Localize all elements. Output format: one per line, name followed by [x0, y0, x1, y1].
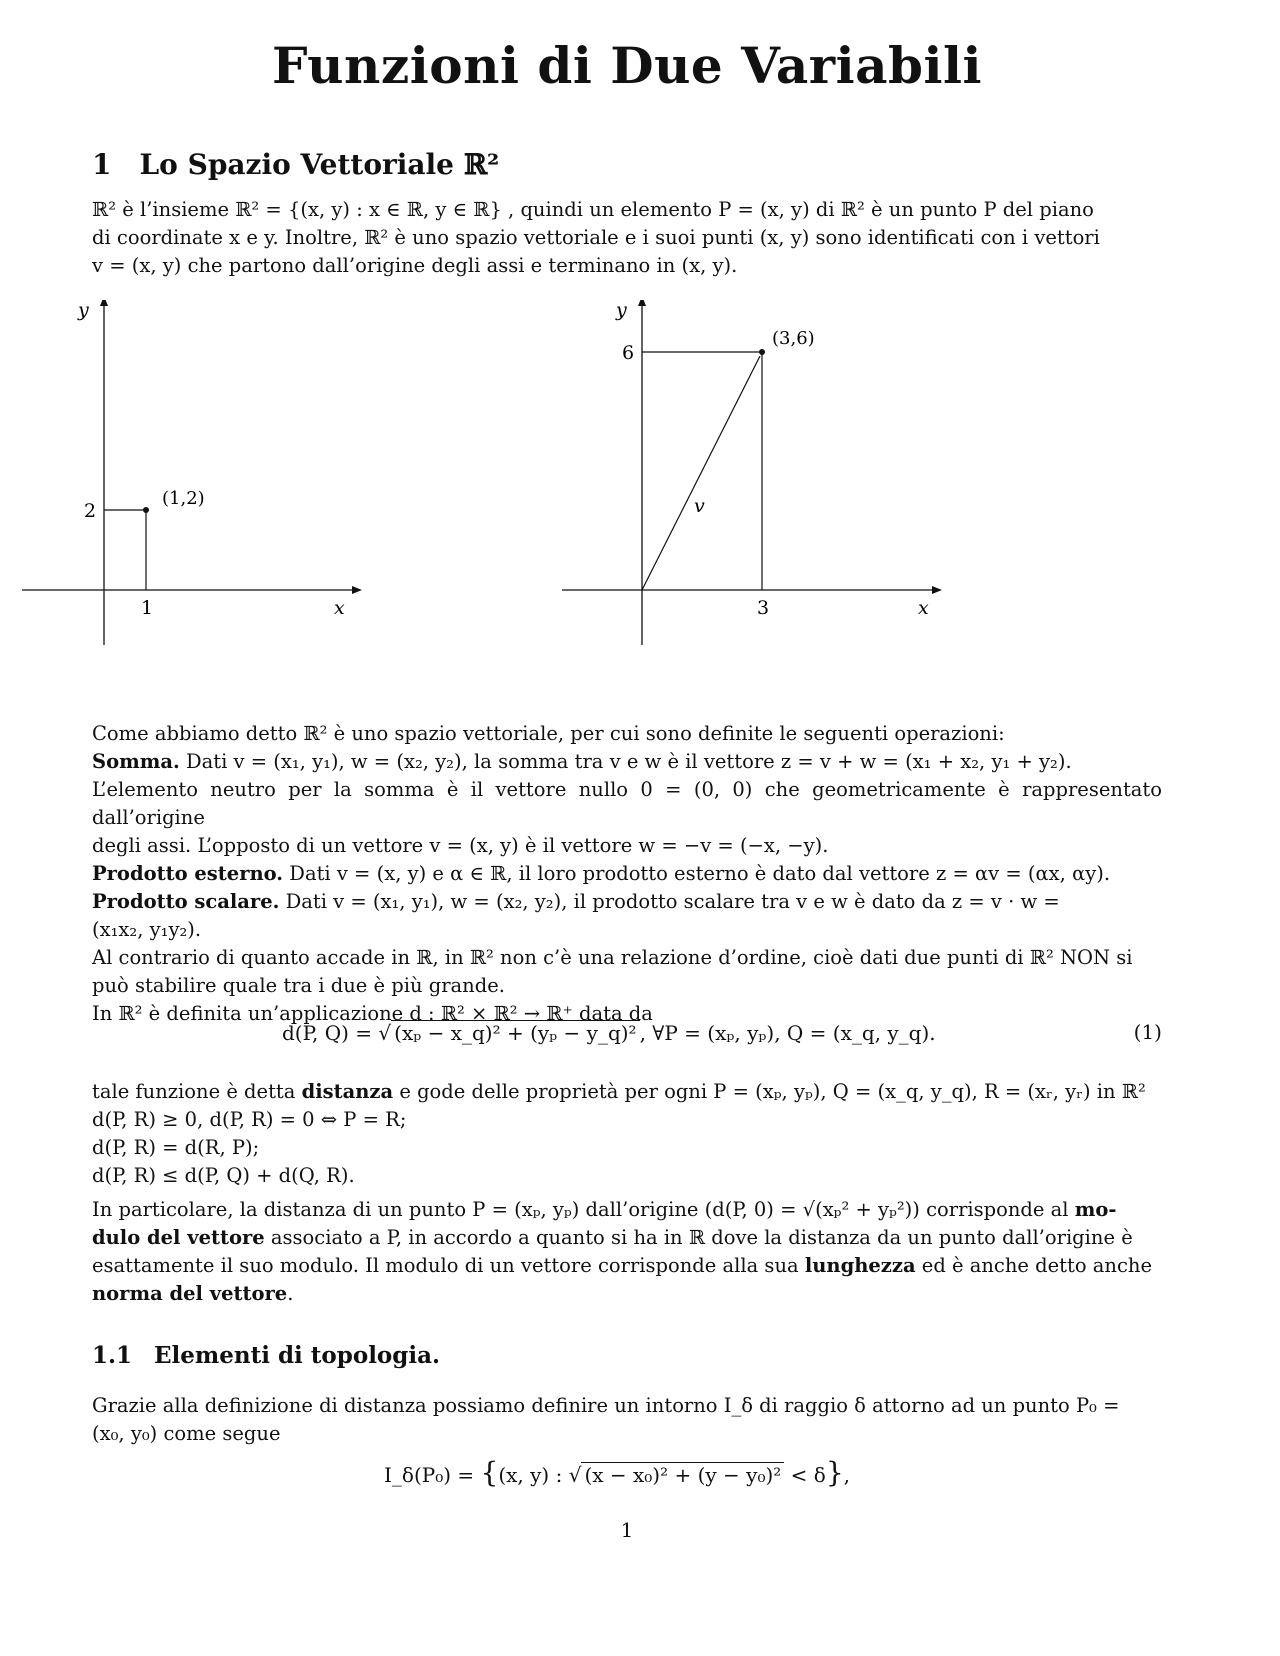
x-tick-label: 1 [141, 597, 154, 619]
x-arrow [352, 586, 362, 594]
subsection-title: Elementi di topologia. [154, 1342, 440, 1369]
text-line: d(P, R) ≥ 0, d(P, R) = 0 ⇔ P = R; [92, 1108, 407, 1131]
text-line: Somma. Dati v = (x₁, y₁), w = (x₂, y₂), la somma tra v e w è il vettore z = v + w = (x₁ + x₂, y₁ + y₂). [92, 750, 1072, 773]
text-line: degli assi. L’opposto di un vettore v = (x, y) è il vettore w = −v = (−x, −y). [92, 834, 829, 857]
text-line: L’elemento neutro per la somma è il vettore nullo 0 = (0, 0) che geometricamente è rappresentato dall’origine [92, 778, 1162, 829]
sqrt-radicand: (x − x₀)² + (y − y₀)² [581, 1462, 784, 1487]
text-line: tale funzione è detta distanza e gode delle proprietà per ogni P = (xₚ, yₚ), Q = (x_q, y_q), R = (xᵣ, yᵣ) in ℝ² [92, 1080, 1146, 1103]
text-line: (x₁x₂, y₁y₂). [92, 918, 202, 941]
text-line: In particolare, la distanza di un punto P = (xₚ, yₚ) dall’origine (d(P, 0) = √(xₚ² + yₚ²)) corrisponde al mo- [92, 1198, 1117, 1221]
text-line: esattamente il suo modulo. Il modulo di un vettore corrisponde alla sua lunghezza ed è anche detto anche [92, 1254, 1152, 1277]
vector-label: v [694, 495, 705, 517]
x-label: x [918, 597, 929, 619]
y-arrow [638, 300, 646, 306]
modulo-paragraph [92, 1196, 1162, 1308]
x-tick-label: 3 [757, 597, 770, 619]
section-heading [92, 148, 499, 181]
text-line: Come abbiamo detto ℝ² è uno spazio vettoriale, per cui sono definite le seguenti operazioni: [92, 722, 1005, 745]
text-line: dulo del vettore associato a P, in accordo a quanto si ha in ℝ dove la distanza da un punto dall’origine è [92, 1226, 1133, 1249]
sqrt-radicand: (xₚ − x_q)² + (yₚ − y_q)² [391, 1020, 639, 1045]
text-line: (x₀, y₀) come segue [92, 1422, 281, 1445]
text-line: ℝ² è l’insieme ℝ² = {(x, y) : x ∈ ℝ, y ∈ ℝ} , quindi un elemento P = (x, y) di ℝ² è un punto P del piano [92, 198, 1094, 221]
y-label: y [78, 300, 89, 321]
text-line: In ℝ² è definita un’applicazione d : ℝ² × ℝ² → ℝ⁺ data da [92, 1002, 653, 1025]
figure-right [562, 300, 982, 660]
equation-body: I_δ(P₀) = {(x, y) : √ (x − x₀)² + (y − y₀)² < δ}, [384, 1456, 850, 1489]
text-line: d(P, R) = d(R, P); [92, 1136, 260, 1159]
point-label: (3,6) [772, 328, 815, 349]
text-line: v = (x, y) che partono dall’origine degli assi e terminano in (x, y). [92, 254, 738, 277]
x-arrow [932, 586, 942, 594]
text-line: può stabilire quale tra i due è più grande. [92, 974, 505, 997]
text-line: norma del vettore. [92, 1282, 294, 1305]
distance-properties [92, 1078, 1162, 1190]
point-marker [143, 507, 149, 513]
vector-v [642, 356, 760, 590]
point-label: (1,2) [162, 488, 205, 509]
y-tick-label: 2 [84, 500, 97, 522]
operations-paragraph [92, 720, 1162, 1028]
subsection-heading [92, 1342, 440, 1369]
x-label: x [334, 597, 345, 619]
text-line: Prodotto scalare. Dati v = (x₁, y₁), w = (x₂, y₂), il prodotto scalare tra v e w è dato da z = v · w = [92, 890, 1060, 913]
figure-left [22, 300, 382, 660]
y-arrow [100, 300, 108, 306]
topology-paragraph [92, 1392, 1162, 1448]
y-label: y [616, 300, 627, 321]
text-line: Grazie alla definizione di distanza possiamo definire un intorno I_δ di raggio δ attorno ad un punto P₀ = [92, 1394, 1120, 1417]
text-line: d(P, R) ≤ d(P, Q) + d(Q, R). [92, 1164, 355, 1187]
section-title: Lo Spazio Vettoriale ℝ² [139, 148, 500, 181]
text-line: Al contrario di quanto accade in ℝ, in ℝ² non c’è una relazione d’ordine, cioè dati due punti di ℝ² NON si [92, 946, 1133, 969]
section-number: 1 [92, 148, 112, 181]
page-number: 1 [620, 1518, 634, 1542]
subsection-number: 1.1 [92, 1342, 133, 1369]
equation-body: d(P, Q) = √ (xₚ − x_q)² + (yₚ − y_q)² , ∀P = (xₚ, yₚ), Q = (x_q, y_q). [282, 1021, 936, 1045]
document-title: Funzioni di Due Variabili [272, 36, 982, 95]
text-line: Prodotto esterno. Dati v = (x, y) e α ∈ ℝ, il loro prodotto esterno è dato dal vettore z = αv = (αx, αy). [92, 862, 1111, 885]
intro-paragraph [92, 196, 1162, 280]
point-marker [759, 349, 765, 355]
equation-number: (1) [1133, 1020, 1162, 1044]
y-tick-label: 6 [622, 342, 635, 364]
text-line: di coordinate x e y. Inoltre, ℝ² è uno spazio vettoriale e i suoi punti (x, y) sono identificati con i vettori [92, 226, 1100, 249]
